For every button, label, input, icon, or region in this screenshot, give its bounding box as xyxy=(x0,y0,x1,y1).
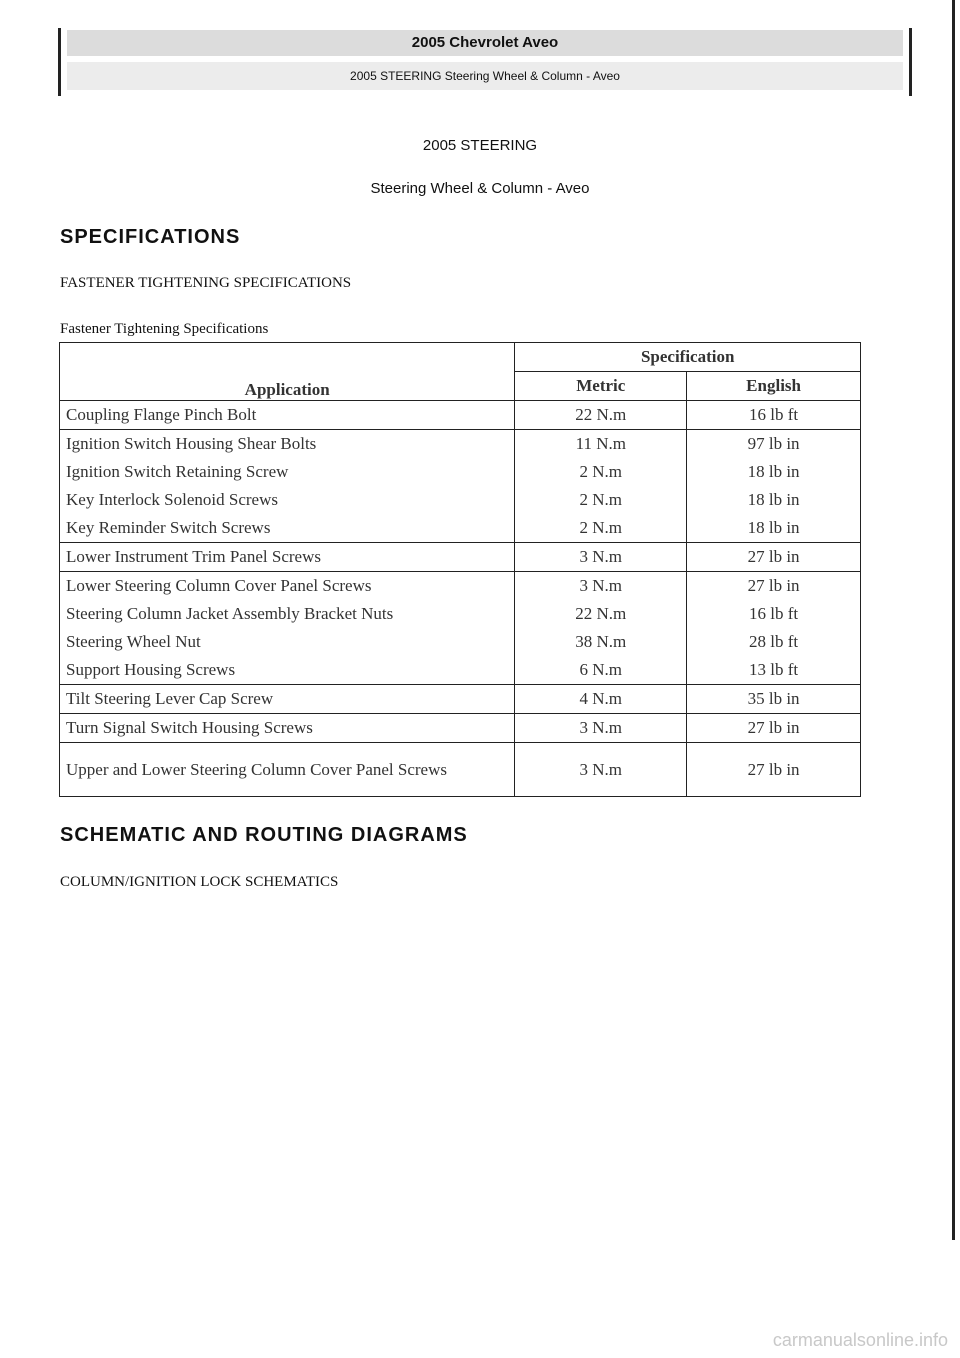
cell-application: Lower Instrument Trim Panel Screws xyxy=(60,543,515,572)
cell-metric: 2 N.m xyxy=(515,514,687,543)
cell-metric: 22 N.m xyxy=(515,600,687,628)
table-row xyxy=(60,430,861,459)
table-row xyxy=(60,572,861,601)
table-caption: Fastener Tightening Specifications xyxy=(60,321,269,337)
doc-line-1: 2005 STEERING xyxy=(422,137,538,154)
subsection-lock-schematics: COLUMN/IGNITION LOCK SCHEMATICS xyxy=(60,874,339,890)
table-row xyxy=(60,714,861,743)
cell-application: Lower Steering Column Cover Panel Screws xyxy=(60,572,515,601)
cell-english: 18 lb in xyxy=(687,458,861,486)
table-row xyxy=(60,628,861,656)
cell-english: 28 lb ft xyxy=(687,628,861,656)
cell-english: 35 lb in xyxy=(687,685,861,714)
watermark: carmanualsonline.info xyxy=(772,1330,948,1350)
table-row xyxy=(60,458,861,486)
cell-metric: 3 N.m xyxy=(515,743,687,797)
cell-metric: 22 N.m xyxy=(515,401,687,430)
cell-english: 27 lb in xyxy=(687,743,861,797)
header-metric: Metric xyxy=(515,372,687,401)
header-title: 2005 Chevrolet Aveo xyxy=(67,30,903,56)
cell-application: Tilt Steering Lever Cap Screw xyxy=(60,685,515,714)
cell-application: Coupling Flange Pinch Bolt xyxy=(60,401,515,430)
cell-english: 16 lb ft xyxy=(687,600,861,628)
cell-application: Ignition Switch Retaining Screw xyxy=(60,458,515,486)
table-row xyxy=(60,685,861,714)
cell-application: Ignition Switch Housing Shear Bolts xyxy=(60,430,515,459)
cell-english: 18 lb in xyxy=(687,486,861,514)
cell-application: Key Interlock Solenoid Screws xyxy=(60,486,515,514)
cell-metric: 3 N.m xyxy=(515,572,687,601)
cell-application: Turn Signal Switch Housing Screws xyxy=(60,714,515,743)
cell-english: 27 lb in xyxy=(687,543,861,572)
table-row xyxy=(60,486,861,514)
cell-metric: 3 N.m xyxy=(515,714,687,743)
cell-metric: 4 N.m xyxy=(515,685,687,714)
table-row xyxy=(60,514,861,543)
table-row xyxy=(60,543,861,572)
cell-application: Steering Wheel Nut xyxy=(60,628,515,656)
header-specification: Specification xyxy=(515,343,861,372)
cell-application: Steering Column Jacket Assembly Bracket Nuts xyxy=(60,600,515,628)
table-row xyxy=(60,600,861,628)
cell-metric: 6 N.m xyxy=(515,656,687,685)
cell-application: Key Reminder Switch Screws xyxy=(60,514,515,543)
cell-metric: 2 N.m xyxy=(515,486,687,514)
page-header xyxy=(58,28,912,96)
cell-application: Support Housing Screws xyxy=(60,656,515,685)
cell-metric: 3 N.m xyxy=(515,543,687,572)
cell-metric: 38 N.m xyxy=(515,628,687,656)
section-specifications: SPECIFICATIONS xyxy=(60,226,241,248)
header-application: Application xyxy=(60,343,515,401)
cell-english: 13 lb ft xyxy=(687,656,861,685)
cell-metric: 11 N.m xyxy=(515,430,687,459)
cell-english: 16 lb ft xyxy=(687,401,861,430)
cell-english: 97 lb in xyxy=(687,430,861,459)
table-row xyxy=(60,401,861,430)
subsection-fastener-specs: FASTENER TIGHTENING SPECIFICATIONS xyxy=(60,275,352,291)
table-row xyxy=(60,656,861,685)
cell-metric: 2 N.m xyxy=(515,458,687,486)
cell-application: Upper and Lower Steering Column Cover Panel Screws xyxy=(60,743,515,797)
doc-line-2: Steering Wheel & Column - Aveo xyxy=(370,180,590,197)
fastener-spec-table xyxy=(59,342,861,797)
section-schematics: SCHEMATIC AND ROUTING DIAGRAMS xyxy=(60,824,468,846)
header-english: English xyxy=(687,372,861,401)
cell-english: 27 lb in xyxy=(687,572,861,601)
cell-english: 18 lb in xyxy=(687,514,861,543)
header-subtitle: 2005 STEERING Steering Wheel & Column - Aveo xyxy=(67,62,903,90)
cell-english: 27 lb in xyxy=(687,714,861,743)
table-row xyxy=(60,743,861,797)
